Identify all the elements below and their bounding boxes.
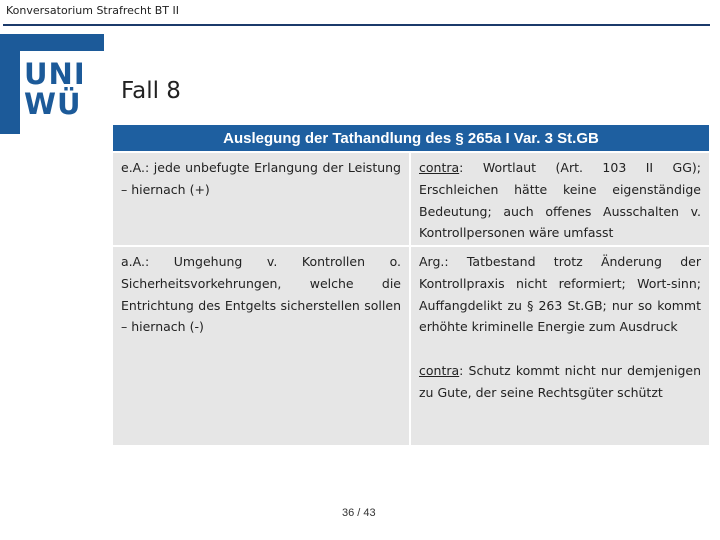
row1-right-text: : Wortlaut (Art. 103 II GG); Erschleichen hätte keine eigenständige Bedeutung; auch offenes Ausschalten v. Kontrollpersonen wäre umfasst: [419, 160, 701, 241]
row1-contra-label: contra: [419, 160, 460, 175]
header-rule: [3, 24, 710, 26]
row2-right-text: : Schutz kommt nicht nur demjenigen zu Gute, der seine Rechtsgüter schützt: [419, 363, 701, 400]
table-cell-row2-left: [113, 247, 409, 445]
logo-line-1: UNI: [24, 57, 86, 91]
row1-right-paragraph: [419, 157, 701, 244]
table-cell-row2-right: [411, 247, 709, 445]
table-heading: Auslegung der Tathandlung des § 265a I Var. 3 St.GB: [113, 125, 709, 151]
logo-line-2: WÜ: [24, 87, 82, 121]
table-cell-row1-left: [113, 153, 409, 245]
logo-inner: [20, 51, 104, 135]
header-course-title: Konversatorium Strafrecht BT II: [6, 4, 180, 17]
table-cell-row1-right: [411, 153, 709, 245]
slide-title: Fall 8: [121, 78, 181, 104]
row2-left-text: a.A.: Umgehung v. Kontrollen o. Sicherheitsvorkehrungen, welche die Entrichtung des Entgelts sicherstellen sollen – hiernach (-): [121, 254, 401, 335]
university-logo: [0, 34, 104, 134]
row1-left-text: e.A.: jede unbefugte Erlangung der Leistung – hiernach (+): [121, 160, 401, 197]
paragraph-gap: [419, 338, 701, 360]
row2-right-paragraph: [419, 360, 701, 404]
logo-text: [24, 59, 86, 119]
row2-argument-text: Arg.: Tatbestand trotz Änderung der Kontrollpraxis nicht reformiert; Wort-sinn; Auffangdelikt zu § 263 St.GB; nur so kommt erhöhte kriminelle Energie zum Ausdruck: [419, 254, 701, 335]
row2-contra-label: contra: [419, 363, 460, 379]
page-indicator: 36 / 43: [342, 507, 376, 519]
